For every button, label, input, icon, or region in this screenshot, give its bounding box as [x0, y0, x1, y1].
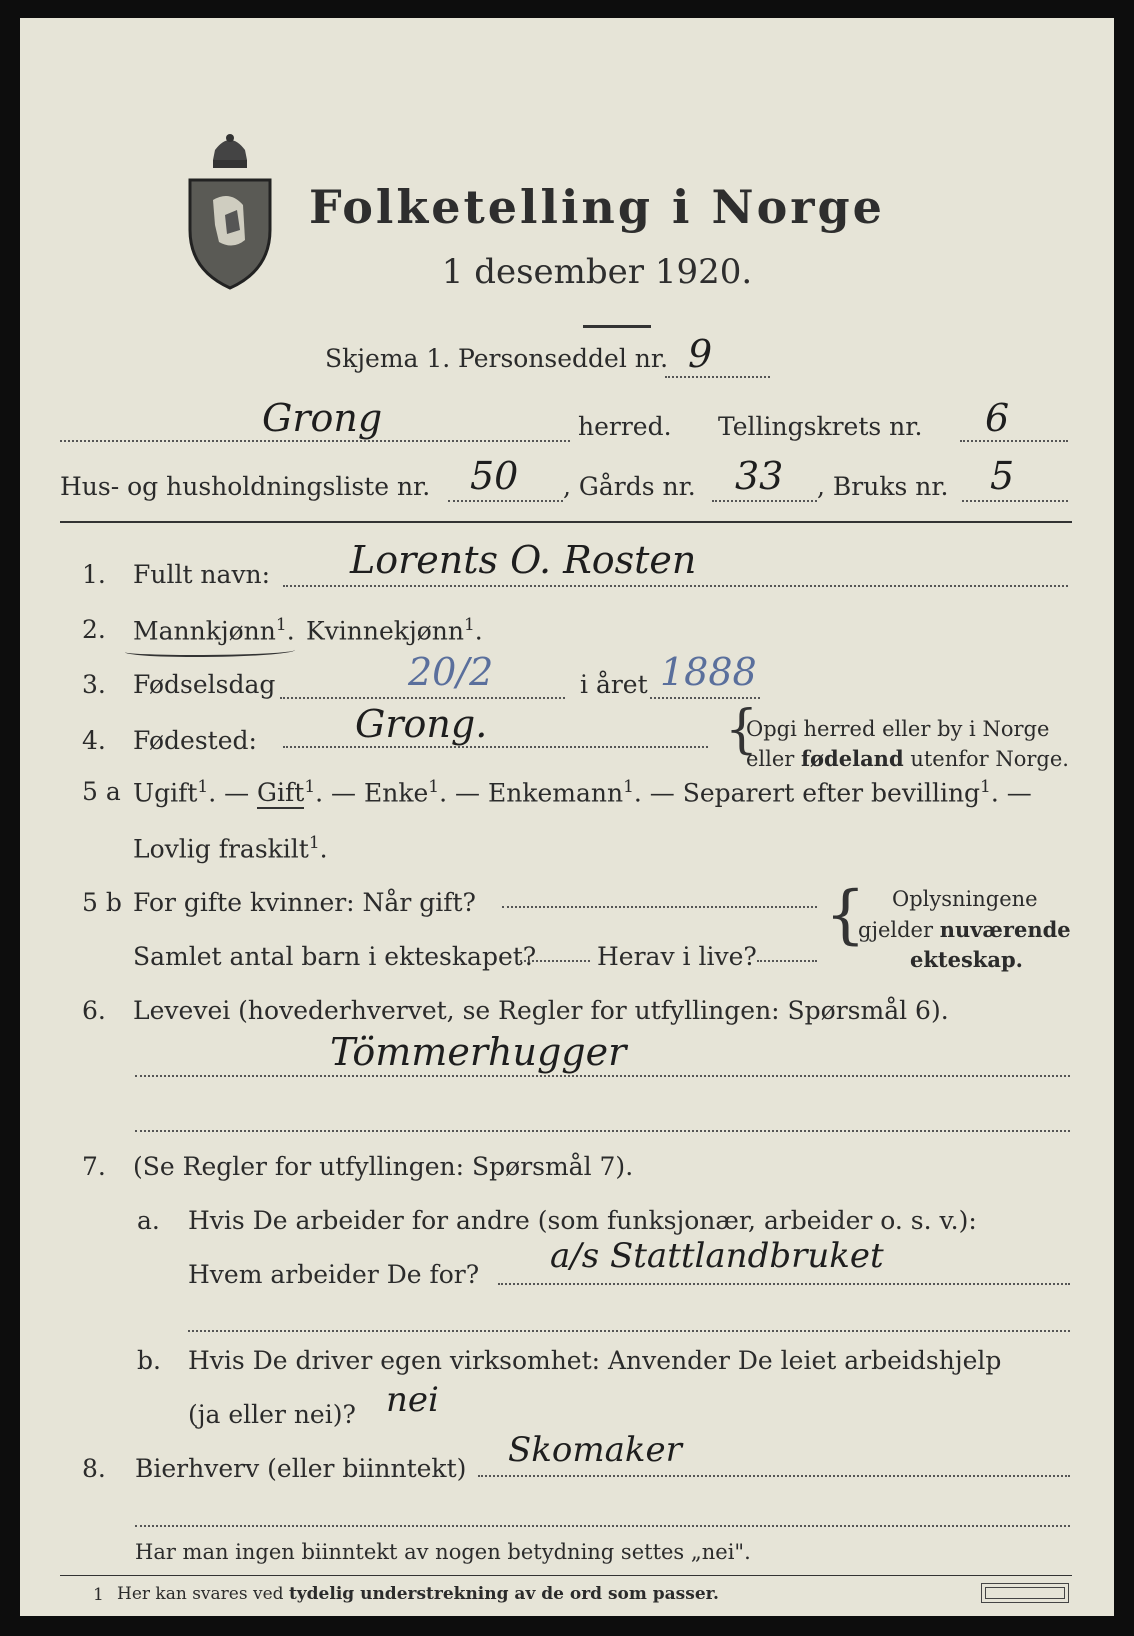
birthdate-field[interactable]: [280, 697, 565, 699]
q5b-children-label: Samlet antal barn i ekteskapet?: [133, 942, 537, 971]
q5b-note-line3: ekteskap.: [910, 947, 1023, 972]
q7b-line1: Hvis De driver egen virksomhet: Anvender De leiet arbeidshjelp: [188, 1346, 1002, 1375]
gards-value: 33: [735, 454, 784, 498]
birthplace-field[interactable]: [283, 746, 708, 748]
bruks-field[interactable]: [962, 500, 1068, 502]
occupation-field-2[interactable]: [135, 1130, 1070, 1132]
mann-option[interactable]: Mannkjønn$^1$.: [133, 615, 295, 646]
side-income-field[interactable]: [478, 1475, 1070, 1477]
employer-field[interactable]: [498, 1283, 1070, 1285]
full-name-value: Lorents O. Rosten: [350, 538, 697, 582]
q5b-number: 5 b: [82, 888, 122, 917]
q4-label: Fødested:: [133, 726, 257, 755]
q4-brace: {: [725, 700, 759, 760]
q3-number: 3.: [82, 670, 106, 699]
full-name-field[interactable]: [283, 585, 1068, 587]
employer-field-2[interactable]: [188, 1330, 1070, 1332]
herred-value: Grong: [262, 396, 383, 440]
q8-number: 8.: [82, 1454, 106, 1483]
q7-label: (Se Regler for utfyllingen: Spørsmål 7).: [133, 1152, 634, 1181]
personseddel-value: 9: [688, 332, 713, 376]
husliste-label: Hus- og husholdningsliste nr.: [60, 472, 431, 501]
kvinne-option[interactable]: Kvinnekjønn$^1$.: [306, 615, 483, 646]
married-date-field[interactable]: [502, 906, 817, 908]
q7a-line2: Hvem arbeider De for?: [188, 1260, 480, 1289]
personseddel-field[interactable]: [665, 376, 770, 378]
form-date: 1 desember 1920.: [441, 252, 753, 292]
gards-label: , Gårds nr.: [563, 472, 696, 501]
q6-label: Levevei (hovederhvervet, se Regler for utfyllingen: Spørsmål 6).: [133, 996, 949, 1025]
bruks-label: , Bruks nr.: [817, 472, 949, 501]
year-label: i året: [580, 670, 648, 699]
q7-number: 7.: [82, 1152, 106, 1181]
tellingskrets-field[interactable]: [960, 440, 1068, 442]
side-income-value: Skomaker: [508, 1430, 682, 1470]
personseddel-label: Personseddel nr.: [458, 344, 669, 373]
husliste-value: 50: [470, 454, 519, 498]
q7a-line1: Hvis De arbeider for andre (som funksjonær, arbeider o. s. v.):: [188, 1206, 977, 1235]
q5b-note-line2: gjelder nuværende: [858, 917, 1071, 942]
title-divider: [583, 325, 651, 328]
q8-label: Bierhverv (eller biinntekt): [135, 1454, 467, 1483]
hired-help-value: nei: [386, 1380, 439, 1420]
printer-stamp: [981, 1583, 1069, 1603]
fraskilt-option[interactable]: Lovlig fraskilt$^1$.: [133, 833, 328, 864]
footer-note: Har man ingen biinntekt av nogen betydning settes „nei".: [135, 1540, 751, 1564]
herred-field[interactable]: [60, 440, 570, 442]
husliste-field[interactable]: [448, 500, 563, 502]
footer-rule: [60, 1575, 1072, 1576]
q5b-note-line1: Oplysningene: [892, 887, 1038, 911]
q4-note-line2: eller fødeland utenfor Norge.: [746, 746, 1069, 771]
birthdate-value: 20/2: [408, 650, 494, 694]
q7a-letter: a.: [137, 1206, 160, 1235]
tellingskrets-value: 6: [985, 396, 1010, 440]
children-count-field[interactable]: [520, 960, 590, 962]
q5b-line1: For gifte kvinner: Når gift?: [133, 888, 476, 917]
header-rule: [60, 521, 1072, 523]
employer-value: a/s Stattlandbruket: [550, 1236, 884, 1276]
children-alive-field[interactable]: [757, 960, 817, 962]
herred-label: herred.: [578, 412, 672, 441]
q5b-alive-label: Herav i live?: [597, 942, 757, 971]
side-income-field-2[interactable]: [135, 1525, 1070, 1527]
birthplace-value: Grong.: [355, 702, 488, 746]
q4-number: 4.: [82, 726, 106, 755]
q1-label: Fullt navn:: [133, 560, 271, 589]
q4-note-line1: Opgi herred eller by i Norge: [746, 717, 1050, 741]
birthyear-value: 1888: [660, 650, 757, 694]
bruks-value: 5: [990, 454, 1015, 498]
footnote-text: Her kan svares ved tydelig understrekning av de ord som passer.: [117, 1584, 719, 1604]
birthyear-field[interactable]: [650, 697, 760, 699]
tellingskrets-label: Tellingskrets nr.: [718, 412, 923, 441]
q6-number: 6.: [82, 996, 106, 1025]
q7b-line2: (ja eller nei)?: [188, 1400, 356, 1429]
marital-status-options[interactable]: Ugift$^1$. — Gift$^1$. — Enke$^1$. — Enkemann$^1$. — Separert efter bevilling$^1$. —: [133, 777, 1032, 808]
occupation-field[interactable]: [135, 1075, 1070, 1077]
q3-label: Fødselsdag: [133, 670, 276, 699]
form-title: Folketelling i Norge: [309, 180, 885, 234]
footnote-number: 1: [93, 1585, 104, 1605]
q1-number: 1.: [82, 560, 106, 589]
occupation-value: Tömmerhugger: [330, 1030, 627, 1074]
gards-field[interactable]: [712, 500, 817, 502]
q2-number: 2.: [82, 615, 106, 644]
q5b-brace: {: [825, 878, 866, 952]
skjema-label: Skjema 1.: [325, 344, 451, 373]
q5a-number: 5 a: [82, 777, 121, 806]
q7b-letter: b.: [137, 1346, 161, 1375]
